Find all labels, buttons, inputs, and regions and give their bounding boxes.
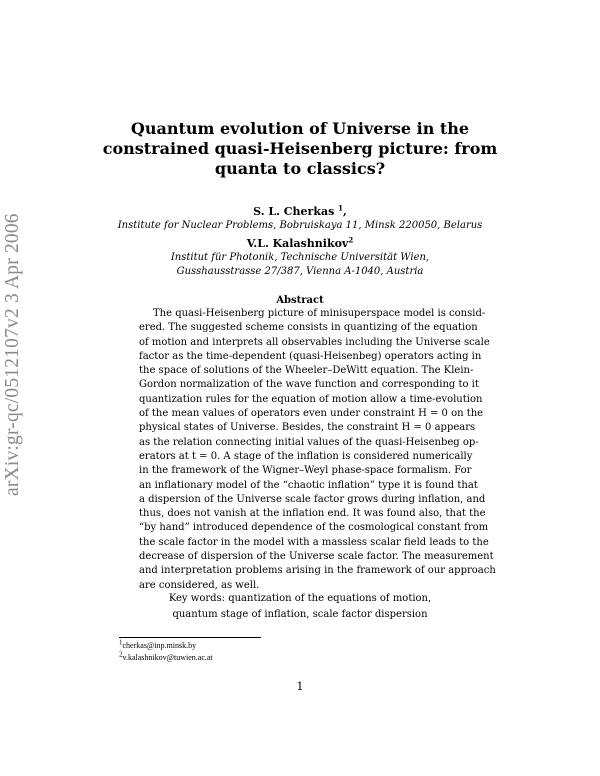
abstract-line: ered. The suggested scheme consists in quantizing of the equation (139, 322, 478, 334)
footnote-marker: 2 (348, 235, 354, 245)
author-affiliation: Gusshausstrasse 27/387, Vienna A-1040, Austria (176, 266, 424, 277)
abstract-line: the scale factor in the model with a massless scalar field leads to the (139, 536, 489, 548)
abstract-line: a dispersion of the Universe scale factor grows during inflation, and (139, 493, 486, 505)
footnote-email: v.kalashnikov@tuwien.ac.at (122, 653, 213, 662)
abstract-line: in the framework of the Wigner–Weyl phase-space formalism. For (139, 465, 472, 477)
author-name: V.L. Kalashnikov$^2$ (246, 235, 354, 250)
abstract-line: are considered, as well. (139, 579, 260, 591)
abstract-body (139, 307, 496, 593)
abstract-line: “by hand” introduced dependence of the cosmological constant from (139, 522, 489, 534)
abstract-heading: Abstract (276, 295, 324, 306)
footnote-marker: 1 (338, 203, 343, 213)
title-line-2: constrained quasi-Heisenberg picture: from (102, 139, 498, 158)
abstract-line: of motion and interprets all observables including the Universe scale (139, 336, 490, 348)
abstract-line: thus, does not vanish at the inflation end. It was found also, that the (139, 508, 486, 520)
abstract-line: factor as the time-dependent (quasi-Heisenbeg) operators acting in (139, 350, 482, 362)
abstract-line: erators at t = 0. A stage of the inflation is considered numerically (139, 450, 473, 462)
footnote-1: $^1$cherkas@inp.minsk.by (119, 638, 197, 650)
arxiv-identifier: arXiv:gr-qc/0512107v2 3 Apr 2006 (2, 213, 23, 496)
abstract-line: Gordon normalization of the wave function and corresponding to it (139, 379, 479, 391)
footnote-email: cherkas@inp.minsk.by (122, 641, 197, 650)
footnote-divider (119, 637, 261, 638)
page-number: 1 (296, 680, 304, 693)
author-affiliation: Institute for Nuclear Problems, Bobruiskaya 11, Minsk 220050, Belarus (117, 220, 483, 231)
keywords-line-2: quantum stage of inflation, scale factor dispersion (172, 609, 428, 620)
abstract-line: an inflationary model of the “chaotic inflation” type it is found that (139, 479, 478, 491)
abstract-line: decrease of dispersion of the Universe scale factor. The measurement (139, 551, 494, 563)
keywords-line-1: Key words: quantization of the equations of motion, (168, 593, 432, 604)
author-name: S. L. Cherkas $^1$, (253, 203, 347, 218)
abstract-line: the space of solutions of the Wheeler–DeWitt equation. The Klein- (139, 365, 474, 377)
author-affiliation: Institut für Photonik, Technische Universität Wien, (170, 252, 430, 263)
abstract-line: and interpretation problems arising in the framework of our approach (139, 565, 496, 577)
abstract-line: quantization rules for the equation of motion allow a time-evolution (139, 393, 483, 405)
author-block-1 (80, 205, 520, 233)
paper-title (100, 119, 500, 179)
abstract-line: physical states of Universe. Besides, the constraint H = 0 appears (139, 422, 476, 434)
keywords (80, 591, 520, 623)
footnote-2: $^2$v.kalashnikov@tuwien.ac.at (119, 650, 213, 662)
author-block-2 (80, 237, 520, 279)
title-line-3: quanta to classics? (214, 159, 386, 178)
abstract-line: The quasi-Heisenberg picture of minisuperspace model is consid- (153, 308, 486, 319)
abstract-line: of the mean values of operators even under constraint H = 0 on the (139, 408, 484, 420)
title-line-1: Quantum evolution of Universe in the (130, 119, 470, 138)
abstract-line: as the relation connecting initial values of the quasi-Heisenbeg op- (139, 436, 479, 448)
